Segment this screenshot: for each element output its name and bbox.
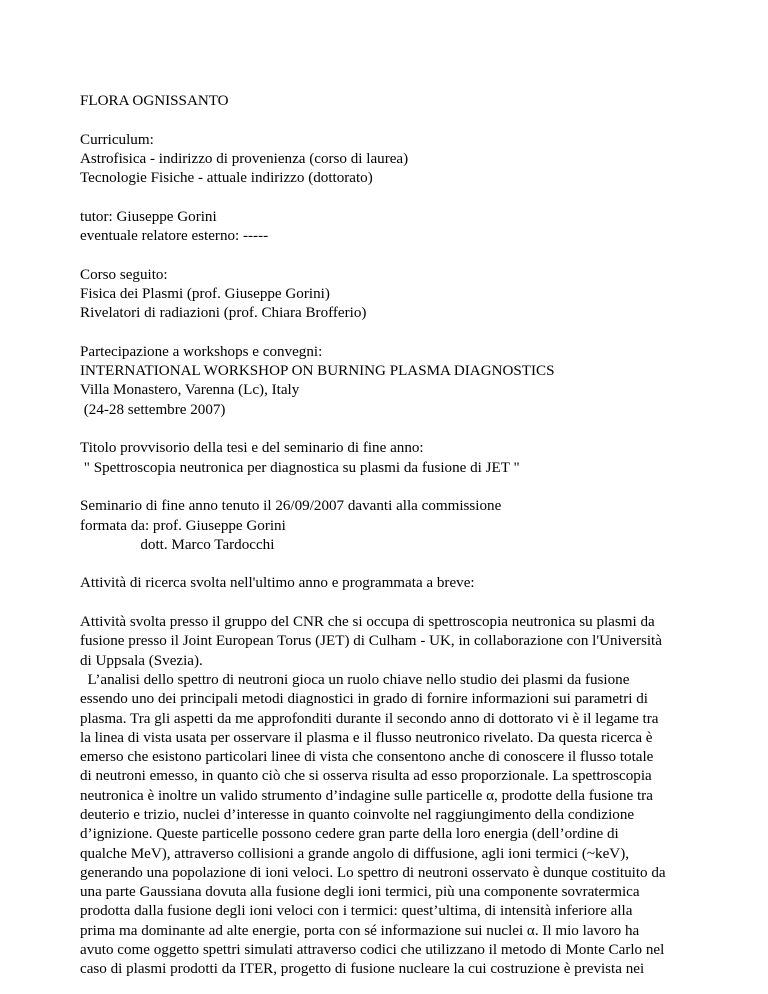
- paragraph-line: fusione presso il Joint European Torus (JET) di Culham - UK, in collaborazione con l'Università: [80, 633, 662, 650]
- thesis-section: [80, 439, 700, 478]
- spacer: [80, 324, 700, 343]
- spacer: [80, 111, 700, 130]
- document-body: [80, 92, 700, 980]
- curriculum-line: Astrofisica - indirizzo di provenienza (corso di laurea): [80, 150, 409, 167]
- paragraph-line: una parte Gaussiana dovuta alla fusione degli ioni termici, più una componente sovratermica: [80, 884, 640, 901]
- courses-section: [80, 266, 700, 324]
- curriculum-line: Tecnologie Fisiche - attuale indirizzo (dottorato): [80, 170, 373, 187]
- paragraph-line: essendo uno dei principali metodi diagnostici in grado di fornire informazioni sui parametri di: [80, 691, 648, 708]
- committee-line: formata da: prof. Giuseppe Gorini: [80, 517, 286, 534]
- seminar-line: Seminario di fine anno tenuto il 26/09/2007 davanti alla commissione: [80, 498, 502, 515]
- paragraph-line: la linea di vista usata per osservare il plasma e il flusso neutronico rivelato. Da questa ricerca è: [80, 729, 653, 746]
- paragraph-line: di Uppsala (Svezia).: [80, 652, 203, 669]
- seminar-section: [80, 497, 700, 555]
- research-paragraph-2: [80, 671, 700, 980]
- course-line: Fisica dei Plasmi (prof. Giuseppe Gorini): [80, 285, 330, 302]
- paragraph-line: deuterio e trizio, nuclei d’interesse in quanto coinvolte nel raggiungimento della condizione: [80, 806, 635, 823]
- research-paragraph-1: [80, 613, 700, 671]
- paragraph-line: prima ma dominante ad alte energie, porta con sé informazione sui nuclei α. Il mio lavoro ha: [80, 922, 640, 939]
- paragraph-line: d’ignizione. Queste particelle possono cedere gran parte della loro energia (dell’ordine di: [80, 826, 619, 843]
- paragraph-line: qualche MeV), attraverso collisioni a grande angolo di diffusione, agli ioni termici (~keV),: [80, 845, 630, 862]
- spacer: [80, 555, 700, 574]
- paragraph-line: plasma. Tra gli aspetti da me approfonditi durante il secondo anno di dottorato vi è il legame tra: [80, 710, 659, 727]
- paragraph-line: neutronica è inoltre un valido strumento d’indagine sulle particelle α, prodotte della fusione tra: [80, 787, 653, 804]
- tutor-line: tutor: Giuseppe Gorini: [80, 208, 217, 225]
- paragraph-line: generando una popolazione di ioni veloci. Lo spettro di neutroni osservato è dunque costituito da: [80, 864, 666, 881]
- spacer: [80, 420, 700, 439]
- paragraph-line: avuto come oggetto spettri simulati attraverso codici che utilizzano il metodo di Monte Carlo nel: [80, 942, 665, 959]
- author-name: FLORA OGNISSANTO: [80, 93, 229, 109]
- workshop-location: Villa Monastero, Varenna (Lc), Italy: [80, 382, 300, 399]
- committee-line: dott. Marco Tardocchi: [80, 536, 275, 553]
- spacer: [80, 246, 700, 265]
- research-heading: Attività di ricerca svolta nell'ultimo anno e programmata a breve:: [80, 575, 475, 592]
- paragraph-line: emerso che esistono particolari linee di vista che consentono anche di conoscere il flusso totale: [80, 749, 654, 766]
- workshops-heading: Partecipazione a workshops e convegni:: [80, 343, 323, 360]
- spacer: [80, 478, 700, 497]
- paragraph-line: L’analisi dello spettro di neutroni gioca un ruolo chiave nello studio dei plasmi da fusione: [80, 671, 630, 688]
- paragraph-line: Attività svolta presso il gruppo del CNR che si occupa di spettroscopia neutronica su plasmi da: [80, 614, 655, 631]
- paragraph-line: di neutroni emesso, in quanto ciò che si osserva risulta ad esso proporzionale. La spettroscopia: [80, 768, 652, 785]
- courses-heading: Corso seguito:: [80, 266, 168, 283]
- spacer: [80, 188, 700, 207]
- workshop-dates: (24-28 settembre 2007): [80, 401, 226, 418]
- thesis-title: " Spettroscopia neutronica per diagnostica su plasmi da fusione di JET ": [80, 459, 520, 476]
- external-supervisor-line: eventuale relatore esterno: -----: [80, 228, 269, 245]
- spacer: [80, 594, 700, 613]
- curriculum-heading: Curriculum:: [80, 131, 154, 148]
- workshop-name: INTERNATIONAL WORKSHOP ON BURNING PLASMA DIAGNOSTICS: [80, 363, 555, 380]
- tutor-section: [80, 208, 700, 247]
- paragraph-line: prodotta dalla fusione degli ioni veloci con i termici: quest’ultima, di intensità inferiore alla: [80, 903, 633, 920]
- workshops-section: [80, 343, 700, 420]
- paragraph-line: caso di plasmi prodotti da ITER, progetto di fusione nucleare la cui costruzione è prevista nei: [80, 961, 645, 978]
- thesis-heading: Titolo provvisorio della tesi e del seminario di fine anno:: [80, 440, 424, 457]
- curriculum-section: [80, 131, 700, 189]
- course-line: Rivelatori di radiazioni (prof. Chiara Brofferio): [80, 305, 367, 322]
